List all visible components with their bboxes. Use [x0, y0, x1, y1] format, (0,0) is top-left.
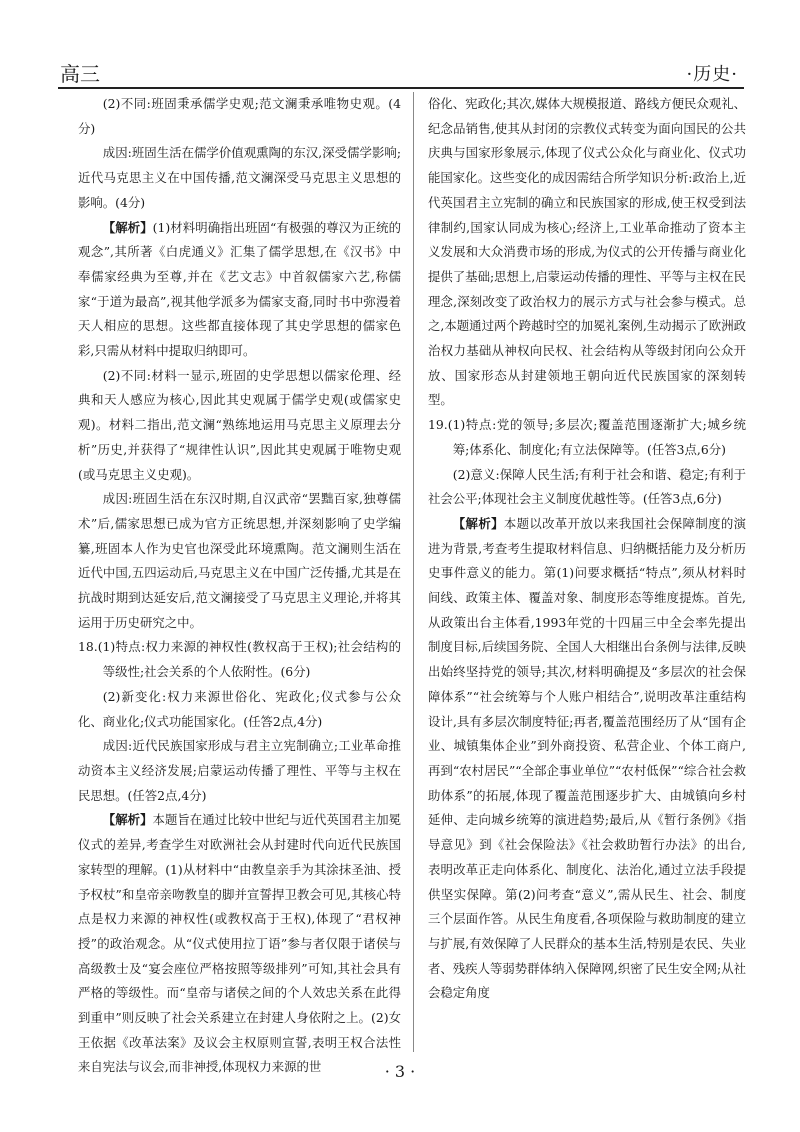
paragraph [78, 141, 401, 215]
left-column [78, 92, 402, 1075]
paragraph-text: (1)材料明确指出班固“有极强的尊汉为正统的观念”,其所著《白虎通义》汇集了儒学思想,在《汉书》中奉儒家经典为至尊,并在《艺文志》中首叙儒家六艺,称儒家“于道为最高”,视其他学派多为儒家支裔,同时书中弥漫着天人相应的思想。这些都直接体现了其史学思想的儒家色彩,只需从材料中提取归纳即可。 [78, 219, 402, 359]
column-divider [413, 92, 414, 1052]
paragraph-text: 成因:班固生活在儒学价值观熏陶的东汉,深受儒学影响;近代马克思主义在中国传播,范文澜深受马克思主义思想的影响。(4分) [78, 145, 401, 210]
paragraph [78, 734, 401, 808]
grade-label: 高三 [60, 62, 100, 86]
paragraph-text: (2)意义:保障人民生活;有利于社会和谐、稳定;有利于社会公平;体现社会主义制度优越性等。(任答3点,6分) [428, 466, 746, 507]
paragraph-text: 成因:班固生活在东汉时期,自汉武帝“罢黜百家,独尊儒术”后,儒家思想已成为官方正统思想,并深刻影响了史学编纂,班固本人作为史官也深受此环境熏陶。范文澜则生活在近代中国,五四运动后,马克思主义在中国广泛传播,尤其是在抗战时期到达延安后,范文澜接受了马克思主义理论,并将其运用于历史研究之中。 [78, 491, 401, 630]
paragraph-text: 18.(1)特点:权力来源的神权性(教权高于王权);社会结构的等级性;社会关系的个人依附性。(6分) [78, 639, 401, 680]
paragraph [428, 463, 746, 512]
paragraph-text: 成因:近代民族国家形成与君主立宪制确立;工业革命推动资本主义经济发展;启蒙运动传播了理性、平等与主权在民思想。(任答2点,4分) [78, 738, 401, 803]
analysis-tag: 【解析】 [102, 219, 153, 235]
paragraph [78, 635, 401, 684]
page-header [58, 56, 744, 86]
header-rule [58, 87, 744, 89]
paragraph [78, 808, 401, 1080]
paragraph [78, 364, 401, 488]
paragraph-text: (2)新变化:权力来源世俗化、宪政化;仪式参与公众化、商业化;仪式功能国家化。(任答2点,4分) [78, 688, 401, 729]
paragraph-text: 本题以改革开放以来我国社会保障制度的演进为背景,考查考生提取材料信息、归纳概括能力及分析历史事件意义的能力。第(1)问要求概括“特点”,须从材料时间线、政策主体、覆盖对象、制度形态等维度提炼。首先,从政策出台主体看,1993年党的十四届三中全会率先提出制度目标,后续国务院、全国人大相继出台条例与法律,反映出始终坚持党的领导;其次,材料明确提及“多层次的社会保障体系”“社会统筹与个人账户相结合”,说明改革注重结构设计,具有多层次制度特征;再者,覆盖范围经历了从“国有企业、城镇集体企业”到外商投资、私营企业、个体工商户,再到“农村居民”“全部企事业单位”“农村低保”“综合社会救助体系”的拓展,体现了覆盖范围逐步扩大、由城镇向乡村延伸、走向城乡统筹的演进趋势;最后,从《暂行条例》《指导意见》到《社会保险法》《社会救助暂行办法》的出台,表明改革正走向体系化、制度化、法治化,通过立法手段提供坚实保障。第(2)问考查“意义”,需从民生、社会、制度三个层面作答。从民生角度看,各项保险与救助制度的建立与扩展,有效保障了人民群众的基本生活,特别是农民、失业者、残疾人等弱势群体纳入保障网,织密了民生安全网;从社会稳定角度 [428, 515, 747, 1001]
paragraph-text: (2)不同:班固秉承儒学史观;范文澜秉承唯物史观。(4分) [78, 96, 401, 136]
paragraph [78, 685, 401, 734]
analysis-tag: 【解析】 [452, 515, 504, 531]
paragraph-text: 本题旨在通过比较中世纪与近代英国君主加冕仪式的差异,考查学生对欧洲社会从封建时代向近代民族国家转型的理解。(1)从材料中“由教皇亲手为其涂抹圣油、授予权杖”和皇帝亲吻教皇的脚并宣誓捍卫教会可见,其核心特点是权力来源的神权性(或教权高于王权),体现了“君权神授”的政治观念。从“仪式使用拉丁语”参与者仅限于诸侯与高级教士及“宴会座位严格按照等级排列”可知,其社会具有严格的等级性。而“皇帝与诸侯之间的个人效忠关系在此得到重申”则反映了社会关系建立在封建人身依附之上。(2)女王依据《改革法案》及议会主权原则宣誓,表明王权合法性来自宪法与议会,而非神授,体现权力来源的世 [78, 812, 402, 1075]
right-column [428, 92, 746, 1052]
paragraph-text: 19.(1)特点:党的领导;多层次;覆盖范围逐渐扩大;城乡统筹;体系化、制度化;有立法保障等。(任答3点,6分) [428, 417, 746, 457]
paragraph [78, 92, 401, 141]
analysis-tag: 【解析】 [102, 812, 153, 828]
paragraph [78, 216, 401, 364]
subject-label: ·历史· [686, 64, 738, 85]
paragraph-text: (2)不同:材料一显示,班固的史学思想以儒家伦理、经典和天人感应为核心,因此其史观属于儒学史观(或儒家史观)。材料二指出,范文澜“熟练地运用马克思主义原理去分析”历史,并获得了“规律性认识”,因此其史观属于唯物史观(或马克思主义史观)。 [78, 367, 401, 482]
paragraph-text: 俗化、宪政化;其次,媒体大规模报道、路线方便民众观礼、纪念品销售,使其从封闭的宗教仪式转变为面向国民的公共庆典与国家形象展示,体现了仪式公众化与商业化、仪式功能国家化。这些变化的成因需结合所学知识分析:政治上,近代英国君主立宪制的确立和民族国家的形成,使王权受到法律制约,国家认同成为核心;经济上,工业革命推动了资本主义发展和大众消费市场的形成,为仪式的公开传播与商业化提供了基础;思想上,启蒙运动传播的理性、平等与主权在民理念,深刻改变了政治权力的展示方式与社会参与模式。总之,本题通过两个跨越时空的加冕礼案例,生动揭示了欧洲政治权力基础从神权向民权、社会结构从等级封闭向公众开放、国家形态从封建领地王朝向近代民族国家的深刻转型。 [428, 96, 746, 408]
paragraph [78, 487, 401, 635]
page-number: · 3 · [384, 1062, 416, 1081]
paragraph [428, 512, 746, 1006]
paragraph [428, 413, 746, 462]
paragraph [428, 92, 746, 413]
